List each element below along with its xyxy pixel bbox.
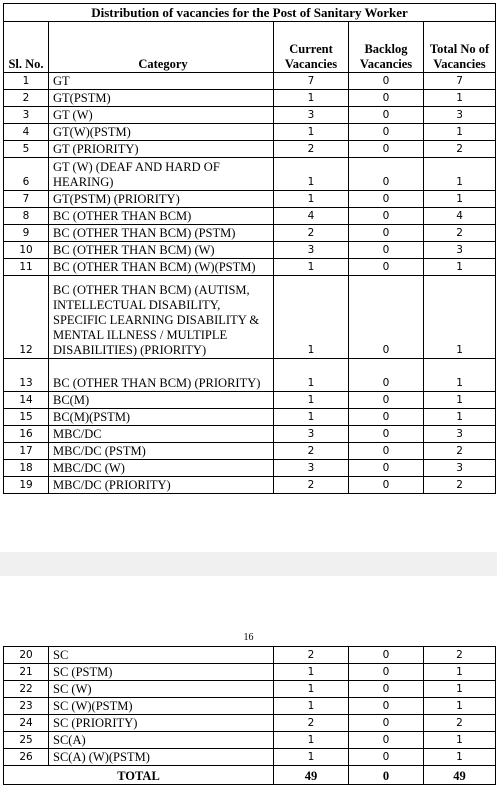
row-backlog: 0	[349, 124, 424, 141]
row-backlog: 0	[349, 208, 424, 225]
row-category: SC (W)(PSTM)	[49, 698, 274, 715]
row-backlog: 0	[349, 392, 424, 409]
row-category: BC (OTHER THAN BCM) (PSTM)	[49, 225, 274, 242]
row-category: GT(W)(PSTM)	[49, 124, 274, 141]
row-category: GT (W)	[49, 107, 274, 124]
total-row	[4, 766, 496, 785]
table-row	[4, 124, 496, 141]
row-current: 1	[274, 392, 349, 409]
row-total: 1	[424, 749, 496, 766]
table-row	[4, 158, 496, 191]
header-backlog: Backlog Vacancies	[349, 22, 424, 73]
row-backlog: 0	[349, 73, 424, 90]
table-row	[4, 225, 496, 242]
row-backlog: 0	[349, 477, 424, 494]
row-current: 1	[274, 409, 349, 426]
table-row	[4, 359, 496, 392]
table-row	[4, 259, 496, 276]
header-category: Category	[49, 22, 274, 73]
header-current: Current Vacancies	[274, 22, 349, 73]
row-category: BC(M)	[49, 392, 274, 409]
row-sl-no: 22	[4, 681, 49, 698]
row-sl-no: 3	[4, 107, 49, 124]
row-category: SC(A)	[49, 732, 274, 749]
row-category: BC(M)(PSTM)	[49, 409, 274, 426]
row-backlog: 0	[349, 276, 424, 359]
row-category: SC	[49, 647, 274, 664]
table-row	[4, 647, 496, 664]
table-row	[4, 107, 496, 124]
vacancy-table-page1	[3, 3, 496, 494]
table-title: Distribution of vacancies for the Post of Sanitary Worker	[4, 4, 496, 22]
row-current: 2	[274, 715, 349, 732]
row-total: 7	[424, 73, 496, 90]
row-total: 1	[424, 359, 496, 392]
row-backlog: 0	[349, 749, 424, 766]
row-category: MBC/DC (W)	[49, 460, 274, 477]
table-row	[4, 242, 496, 259]
table-body	[4, 647, 496, 766]
row-total: 3	[424, 107, 496, 124]
row-category: SC (W)	[49, 681, 274, 698]
row-current: 1	[274, 359, 349, 392]
row-current: 1	[274, 698, 349, 715]
row-sl-no: 4	[4, 124, 49, 141]
row-current: 3	[274, 242, 349, 259]
row-total: 2	[424, 141, 496, 158]
table-row	[4, 715, 496, 732]
row-backlog: 0	[349, 460, 424, 477]
row-backlog: 0	[349, 426, 424, 443]
table-row	[4, 426, 496, 443]
row-sl-no: 6	[4, 158, 49, 191]
row-total: 1	[424, 681, 496, 698]
table-row	[4, 664, 496, 681]
row-current: 1	[274, 276, 349, 359]
vacancy-table-page2	[3, 646, 496, 785]
table-row	[4, 73, 496, 90]
row-category: BC (OTHER THAN BCM)	[49, 208, 274, 225]
row-current: 4	[274, 208, 349, 225]
row-category: GT	[49, 73, 274, 90]
row-sl-no: 19	[4, 477, 49, 494]
row-sl-no: 15	[4, 409, 49, 426]
row-current: 2	[274, 647, 349, 664]
row-sl-no: 10	[4, 242, 49, 259]
row-backlog: 0	[349, 90, 424, 107]
row-backlog: 0	[349, 732, 424, 749]
row-sl-no: 12	[4, 276, 49, 359]
table-row	[4, 208, 496, 225]
row-category: BC (OTHER THAN BCM) (W)	[49, 242, 274, 259]
row-total: 1	[424, 259, 496, 276]
page-number: 16	[243, 632, 254, 643]
row-total: 2	[424, 225, 496, 242]
row-current: 3	[274, 107, 349, 124]
row-category: BC (OTHER THAN BCM) (W)(PSTM)	[49, 259, 274, 276]
row-backlog: 0	[349, 698, 424, 715]
row-current: 1	[274, 158, 349, 191]
row-category: SC (PRIORITY)	[49, 715, 274, 732]
header-row	[4, 22, 496, 73]
row-sl-no: 14	[4, 392, 49, 409]
row-backlog: 0	[349, 141, 424, 158]
row-total: 2	[424, 715, 496, 732]
table-row	[4, 698, 496, 715]
table-row	[4, 443, 496, 460]
row-sl-no: 25	[4, 732, 49, 749]
header-sl-no: Sl. No.	[4, 22, 49, 73]
row-backlog: 0	[349, 158, 424, 191]
row-total: 2	[424, 477, 496, 494]
table-title-row	[4, 4, 496, 22]
row-sl-no: 20	[4, 647, 49, 664]
table-row	[4, 392, 496, 409]
row-total: 1	[424, 698, 496, 715]
row-sl-no: 24	[4, 715, 49, 732]
row-current: 1	[274, 191, 349, 208]
row-current: 1	[274, 664, 349, 681]
header-total: Total No of Vacancies	[424, 22, 496, 73]
row-total: 3	[424, 460, 496, 477]
row-category: MBC/DC	[49, 426, 274, 443]
row-backlog: 0	[349, 664, 424, 681]
row-category: GT (PRIORITY)	[49, 141, 274, 158]
total-total: 49	[424, 766, 496, 785]
row-category: BC (OTHER THAN BCM) (AUTISM, INTELLECTUAL DISABILITY, SPECIFIC LEARNING DISABILITY & MENTAL ILLNESS / MULTIPLE DISABILITIES) (PRIORITY)	[49, 276, 274, 359]
table-row	[4, 460, 496, 477]
row-total: 1	[424, 158, 496, 191]
row-current: 2	[274, 477, 349, 494]
row-total: 1	[424, 276, 496, 359]
row-current: 7	[274, 73, 349, 90]
row-backlog: 0	[349, 259, 424, 276]
table-row	[4, 749, 496, 766]
row-total: 2	[424, 443, 496, 460]
row-backlog: 0	[349, 681, 424, 698]
table-row	[4, 409, 496, 426]
row-sl-no: 18	[4, 460, 49, 477]
row-current: 2	[274, 141, 349, 158]
row-current: 2	[274, 225, 349, 242]
row-backlog: 0	[349, 191, 424, 208]
row-backlog: 0	[349, 409, 424, 426]
total-label: TOTAL	[4, 766, 274, 785]
row-current: 2	[274, 443, 349, 460]
row-current: 1	[274, 732, 349, 749]
row-category: BC (OTHER THAN BCM) (PRIORITY)	[49, 359, 274, 392]
row-total: 4	[424, 208, 496, 225]
row-backlog: 0	[349, 647, 424, 664]
table-row	[4, 90, 496, 107]
page-break	[0, 552, 497, 576]
row-sl-no: 17	[4, 443, 49, 460]
table-row	[4, 191, 496, 208]
row-current: 1	[274, 90, 349, 107]
row-sl-no: 26	[4, 749, 49, 766]
row-current: 1	[274, 259, 349, 276]
row-category: SC (PSTM)	[49, 664, 274, 681]
row-sl-no: 5	[4, 141, 49, 158]
table-row	[4, 276, 496, 359]
row-total: 1	[424, 732, 496, 749]
row-current: 1	[274, 124, 349, 141]
row-backlog: 0	[349, 715, 424, 732]
row-category: MBC/DC (PRIORITY)	[49, 477, 274, 494]
total-backlog: 0	[349, 766, 424, 785]
row-sl-no: 1	[4, 73, 49, 90]
row-sl-no: 23	[4, 698, 49, 715]
row-backlog: 0	[349, 359, 424, 392]
row-total: 1	[424, 664, 496, 681]
row-total: 3	[424, 242, 496, 259]
table-row	[4, 141, 496, 158]
row-total: 1	[424, 191, 496, 208]
row-sl-no: 13	[4, 359, 49, 392]
total-current: 49	[274, 766, 349, 785]
row-sl-no: 11	[4, 259, 49, 276]
row-sl-no: 16	[4, 426, 49, 443]
row-total: 1	[424, 124, 496, 141]
row-total: 1	[424, 392, 496, 409]
row-total: 1	[424, 90, 496, 107]
row-current: 3	[274, 426, 349, 443]
row-current: 3	[274, 460, 349, 477]
row-category: GT (W) (DEAF AND HARD OF HEARING)	[49, 158, 274, 191]
row-category: SC(A) (W)(PSTM)	[49, 749, 274, 766]
row-sl-no: 7	[4, 191, 49, 208]
row-backlog: 0	[349, 107, 424, 124]
row-sl-no: 21	[4, 664, 49, 681]
row-category: MBC/DC (PSTM)	[49, 443, 274, 460]
row-backlog: 0	[349, 443, 424, 460]
table-row	[4, 732, 496, 749]
row-sl-no: 8	[4, 208, 49, 225]
row-sl-no: 9	[4, 225, 49, 242]
row-backlog: 0	[349, 242, 424, 259]
row-category: GT(PSTM) (PRIORITY)	[49, 191, 274, 208]
row-category: GT(PSTM)	[49, 90, 274, 107]
row-backlog: 0	[349, 225, 424, 242]
row-total: 2	[424, 647, 496, 664]
row-sl-no: 2	[4, 90, 49, 107]
table-row	[4, 477, 496, 494]
row-total: 1	[424, 409, 496, 426]
table-body	[4, 73, 496, 494]
row-current: 1	[274, 681, 349, 698]
row-current: 1	[274, 749, 349, 766]
row-total: 3	[424, 426, 496, 443]
table-row	[4, 681, 496, 698]
